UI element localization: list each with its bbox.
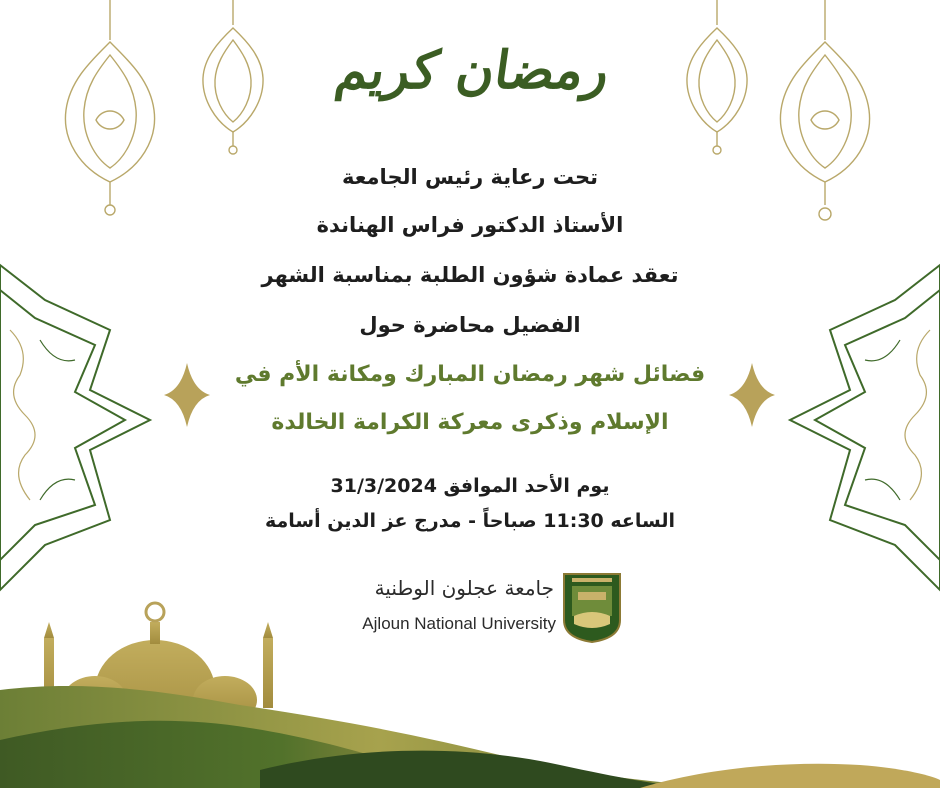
university-name-arabic: جامعة عجلون الوطنية [374, 576, 554, 600]
organizer-line: تعقد عمادة شؤون الطلبة بمناسبة الشهر [261, 263, 679, 287]
event-time-venue: الساعه 11:30 صباحاً - مدرج عز الدين أسامة [264, 510, 675, 532]
lantern-icon [687, 0, 747, 154]
hill [640, 764, 940, 788]
ramadan-kareem-title: رمضان كريم [331, 40, 614, 101]
event-date: يوم الأحد الموافق 31/3/2024 [330, 475, 610, 497]
university-crest-icon [560, 570, 624, 644]
lecture-intro-line: الفضيل محاضرة حول [359, 313, 581, 337]
patron-name-line: الأستاذ الدكتور فراس الهناندة [316, 213, 624, 237]
patronage-line: تحت رعاية رئيس الجامعة [341, 165, 599, 189]
lecture-topic-line-1: فضائل شهر رمضان المبارك ومكانة الأم في [234, 362, 706, 387]
lantern-icon [203, 0, 263, 154]
lecture-topic-line-2: الإسلام وذكرى معركة الكرامة الخالدة [271, 410, 669, 435]
university-name-english: Ajloun National University [362, 614, 556, 633]
